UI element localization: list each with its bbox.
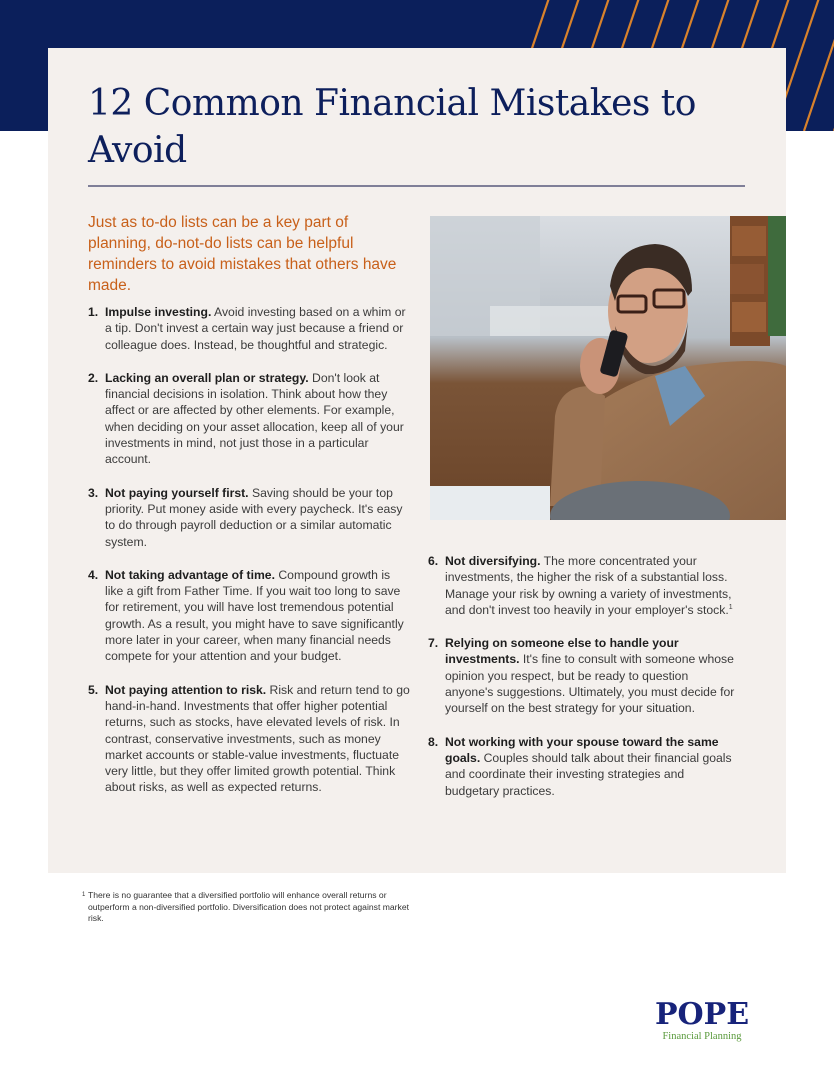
- footnote: [82, 890, 418, 925]
- logo-tagline: Financial Planning: [662, 1031, 742, 1042]
- photo-illustration: [430, 216, 786, 520]
- item-heading: Not paying yourself first.: [105, 485, 249, 500]
- item-body: Don't look at financial decisions in isolation. Think about how they affect or are affected by other elements. For example, when deciding on your asset allocation, keep all of your investments in mind, not just those in a particular account.: [105, 370, 404, 467]
- title-divider: [88, 185, 745, 187]
- item-body: Saving should be your top priority. Put money aside with every paycheck. It's easy to do through payroll deduction or a similar automatic system.: [105, 485, 403, 549]
- logo-wordmark: POPE: [654, 997, 750, 1032]
- item-number: 8.: [428, 734, 439, 749]
- item-number: 6.: [428, 554, 439, 568]
- item-heading: Lacking an overall plan or strategy.: [105, 370, 309, 385]
- footnote-marker: 1: [82, 892, 86, 898]
- item-number: 2.: [88, 370, 99, 385]
- item-number: 1.: [88, 305, 99, 319]
- item-number: 5.: [88, 682, 99, 697]
- item-body: Compound growth is like a gift from Father Time. If you wait too long to save for retirement, you will have lost tremendous potential growth. As a result, you might have to save significantly more later in your career, when many financial needs compete for your attention and your budget.: [105, 567, 404, 664]
- content-card: [48, 48, 786, 873]
- list-item: [428, 734, 738, 799]
- item-heading: Impulse investing.: [105, 305, 212, 319]
- item-heading: Not working with your spouse toward the same goals.: [445, 734, 719, 765]
- list-item: [88, 682, 410, 796]
- item-body: Risk and return tend to go hand-in-hand. Investments that offer higher potential returns, such as stocks, have elevated levels of risk. In contrast, conservative investments, such as money market accounts or stable-value investments, fluctuate very little, but they offer limited growth potential. Think about risks, as well as expected returns.: [105, 682, 410, 795]
- list-item: [88, 485, 410, 550]
- item-heading: Not diversifying.: [445, 554, 541, 568]
- item-number: 3.: [88, 485, 99, 500]
- item-heading: Not paying attention to risk.: [105, 682, 267, 697]
- item-body: The more concentrated your investments, the higher the risk of a substantial loss. Manage your risk by owning a variety of investments, and don't invest too heavily in your employer's stock.: [445, 554, 732, 617]
- mistakes-list-left: [88, 304, 410, 813]
- man-on-phone-photo: [430, 216, 786, 520]
- list-item: [88, 567, 410, 665]
- list-item: [428, 553, 738, 618]
- item-number: 4.: [88, 567, 99, 582]
- list-item: [88, 304, 410, 353]
- list-item: [428, 635, 738, 716]
- item-body: Couples should talk about their financial goals and coordinate their investing strategies and budgetary practices.: [445, 750, 732, 798]
- page-title: 12 Common Financial Mistakes to Avoid: [88, 83, 696, 171]
- item-body: It's fine to consult with someone whose opinion you respect, but be ready to question anyone's suggestions. Ultimately, you must decide for yourself on the best strategy for your situation.: [445, 652, 735, 716]
- company-logo: [652, 997, 752, 1042]
- list-item: [88, 370, 410, 468]
- footnote-text: There is no guarantee that a diversified portfolio will enhance overall returns or outperform a non-diversified portfolio. Diversification does not protect against market risk.: [88, 890, 409, 923]
- item-body: Avoid investing based on a whim or a tip. Don't invest a certain way just because a friend or colleague does. Instead, be thoughtful and strategic.: [105, 305, 406, 352]
- intro-text: Just as to-do lists can be a key part of planning, do-not-do lists can be helpful reminders to avoid mistakes that others have made.: [88, 214, 397, 294]
- item-heading: Relying on someone else to handle your investments.: [445, 636, 679, 667]
- footnote-ref: 1: [728, 603, 733, 611]
- item-number: 7.: [428, 636, 439, 651]
- item-heading: Not taking advantage of time.: [105, 567, 275, 582]
- mistakes-list-right: [428, 553, 738, 816]
